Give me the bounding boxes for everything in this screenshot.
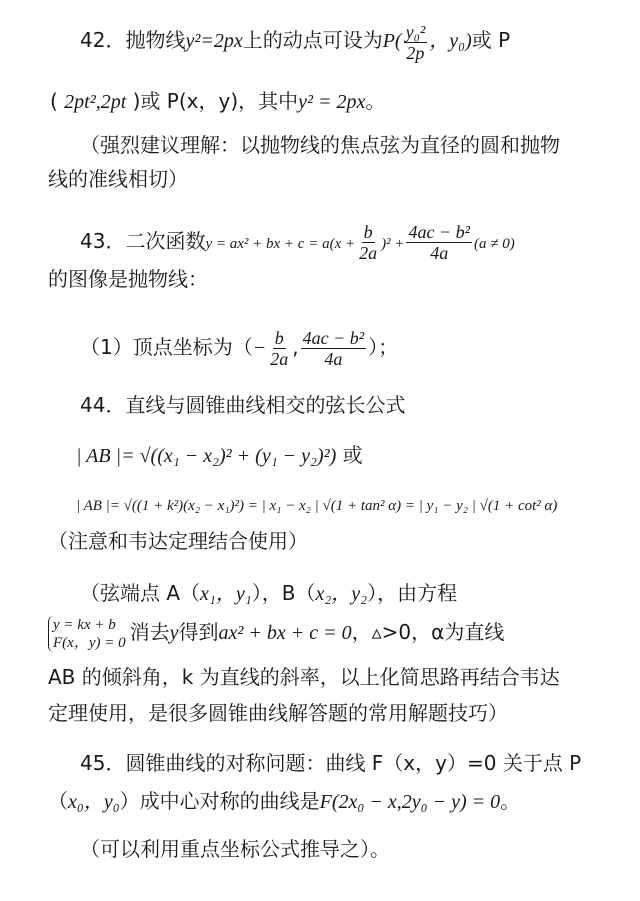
- y-var: y: [169, 622, 179, 644]
- frac-b: b: [363, 222, 373, 242]
- chord-line4: 定理使用，是很多圆锥曲线解答题的常用解题技巧）: [48, 701, 508, 725]
- chord-line1: [80, 578, 640, 609]
- parabola-equation: y²=2px: [185, 30, 243, 53]
- item-42-line2: [50, 86, 640, 117]
- quadratic-c: (a ≠ 0): [474, 236, 515, 252]
- point-a: x₁，y₁: [200, 583, 252, 605]
- param-point: 2pt²,2pt: [64, 91, 127, 113]
- frac-4a: 4a: [430, 243, 449, 263]
- item-44-title: 44．直线与圆锥曲线相交的弦长公式: [80, 393, 406, 417]
- vertex-frac2-num: 4ac − b²: [302, 328, 365, 348]
- chord-c: ），由方程: [367, 581, 458, 605]
- vertex-frac1-num: b: [274, 328, 284, 348]
- quadratic-eq: ax² + bx + c = 0: [218, 622, 352, 644]
- item-45-note: （可以利用重点坐标公式推导之）。: [80, 837, 390, 861]
- item-42-line1: [80, 22, 640, 63]
- point-p: x₀，y₀: [68, 791, 120, 813]
- chord-formula-2-text: | AB |= √((1 + k²)(x₂ − x₁)²) = | x₁ − x₂ | √(1 + tan² α) = | y₁ − y₂ | √(1 + cot² α): [76, 498, 558, 514]
- fraction-denominator: 2p: [406, 43, 425, 63]
- vertex-label: （1）顶点坐标为（: [80, 335, 253, 359]
- quadratic-b: )² +: [381, 236, 405, 252]
- point-y: ，y₀): [429, 30, 472, 53]
- system-eq-2: F(x，y) = 0: [53, 634, 126, 651]
- item-43-label: 43．二次函数: [80, 229, 206, 253]
- item-43-line1: [80, 222, 640, 263]
- quadratic-a: y = ax² + bx + c = a(x +: [205, 236, 356, 252]
- chord-formula-2: [76, 490, 640, 521]
- frac-2a: 2a: [359, 243, 378, 263]
- item-45-c: ）成中心对称的曲线是: [119, 789, 320, 813]
- chord-line3: AB 的倾斜角，k 为直线的斜率，以上化简思路再结合韦达: [48, 665, 560, 689]
- item-42-text2: )或 P(x，y)，其中: [132, 89, 299, 113]
- period2: 。: [500, 789, 521, 813]
- vertex-end: ）；: [368, 335, 399, 359]
- chord-a: （弦端点 A（: [80, 581, 201, 605]
- item-44-note: （注意和韦达定理结合使用）: [48, 529, 308, 553]
- vertex-frac2-den: 4a: [324, 349, 343, 369]
- or-text: 或: [342, 443, 363, 467]
- note-42-line1: （强烈建议理解：以抛物线的焦点弦为直径的圆和抛物: [80, 133, 560, 157]
- item-43-line2: 的图像是抛物线：: [48, 267, 208, 291]
- chord-formula-1-text: | AB |= √((x₁ − x₂)² + (y₁ − y₂)²): [76, 445, 337, 467]
- item-42-label: 42．抛物线: [80, 28, 186, 53]
- symmetric-curve: F(2x₀ − x,2y₀ − y) = 0: [319, 791, 501, 813]
- chord-line2: [48, 612, 640, 653]
- paren: （: [48, 789, 68, 813]
- chord-b: ），B（: [251, 581, 316, 605]
- item-45-line1: 45．圆锥曲线的对称问题：曲线 F（x，y）=0 关于点 P: [80, 751, 582, 775]
- point-b: x₂，y₂: [315, 583, 368, 605]
- moving-point: P( $\frac{\text{y₀²}}{2p}$ ，y₀): [382, 22, 472, 63]
- item-42-or: 或 P: [471, 28, 511, 53]
- frac-4ac: 4ac − b²: [408, 222, 471, 242]
- item-45-line2: [48, 786, 640, 817]
- chord-formula-1: [76, 440, 640, 471]
- eliminate: 消去: [129, 620, 170, 644]
- note-42-line2: 线的准线相切）: [48, 167, 188, 191]
- parabola-equation-2: y² = 2px: [298, 91, 366, 113]
- equation-system: [48, 616, 126, 652]
- neg-sign: −: [252, 337, 267, 359]
- get: 得到: [178, 620, 219, 644]
- paren-open: (: [50, 89, 58, 113]
- item-42-text: 上的动点可设为: [242, 28, 383, 53]
- system-eq-1: y = kx + b: [53, 616, 116, 633]
- vertex-frac1-den: 2a: [270, 349, 289, 369]
- vertex-line: [80, 328, 640, 369]
- comma: ,: [292, 335, 299, 359]
- chord-f: ，▵>0，α为直线: [351, 620, 505, 644]
- period: 。: [365, 89, 386, 113]
- fraction-numerator: y₀²: [405, 22, 426, 42]
